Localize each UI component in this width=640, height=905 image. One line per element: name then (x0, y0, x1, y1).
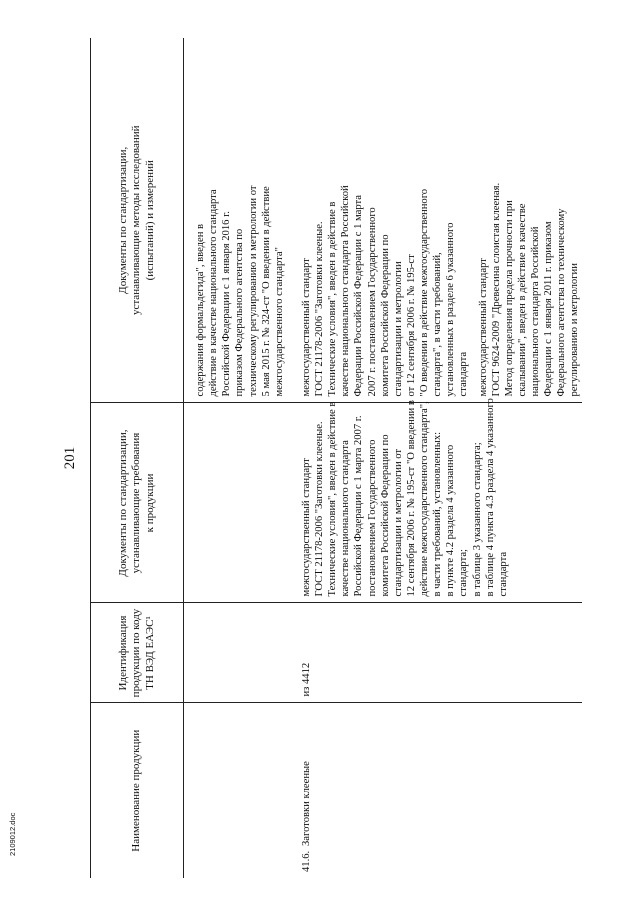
header-code-line: ТН ВЭД ЕАЭС¹ (143, 616, 156, 690)
header-code-line: продукции по коду (130, 608, 143, 698)
text-line: Российской Федерации с 1 января 2016 г. (221, 211, 233, 397)
text-line: ГОСТ 9624-2009 "Древесина слоистая клееная. (490, 182, 502, 397)
cell-empty (184, 703, 286, 878)
table-row (286, 38, 582, 878)
text-line: приказом Федерального агентства по (234, 228, 246, 397)
footer-document-code: 2109012.doc (8, 812, 17, 856)
text-line: Технические условия", введен в действие в (327, 201, 339, 397)
product-name: Заготовки клееные (300, 761, 312, 846)
header-code-line: Идентификация (117, 615, 130, 691)
cell-empty (184, 403, 286, 603)
text-line: содержания формальдегида", введен в (195, 223, 206, 397)
tn-ved-code: из 4412 (300, 662, 312, 697)
text-line: Российской Федерации с 1 марта 2007 г. (353, 415, 365, 597)
text-line: комитета Российской Федерации по (379, 234, 391, 397)
text-line: регулированию и метрологии (569, 263, 581, 397)
text-line: ГОСТ 21178-2006 "Заготовки клееные. (314, 221, 325, 397)
text-line: стандартизации и метрологии от (392, 448, 404, 597)
text-line: Технические условия", введен в действие в (327, 401, 339, 597)
text-line: "О введении в действие межгосударственного (419, 188, 430, 397)
text-line: комитета Российской Федерации по (379, 434, 391, 597)
text-line: стандартизации и метрологии (392, 261, 404, 397)
header-product: Наименование продукции (91, 703, 184, 878)
cell-requirements (286, 398, 582, 603)
text-line: действие межгосударственного стандарта", (419, 401, 430, 597)
header-methods-line: (испытаний) и измерений (143, 160, 156, 281)
header-methods-line: Документы по стандартизации, (117, 146, 130, 294)
text-line: Федерального агентства по техническому (556, 208, 568, 397)
text-line: техническому регулированию и метрологии от (247, 185, 259, 397)
header-req-line: устанавливающие требования (130, 432, 143, 574)
text-line: действие в качестве национального стандарта (208, 189, 220, 397)
text-line: стандарта (458, 351, 470, 397)
text-line: качестве национального стандарта (340, 440, 352, 597)
text-line: качестве национального стандарта Российской (340, 185, 352, 397)
text-line: ГОСТ 21178-2006 "Заготовки клееные. (314, 421, 325, 597)
text-line: в таблице 3 указанного стандарта; (471, 442, 483, 597)
text-line: стандарта", в части требований, (432, 252, 444, 397)
table-header-row (91, 38, 184, 878)
text-line: межгосударственный стандарт (300, 258, 312, 397)
text-line: в пункте 4.2 раздела 4 указанного (445, 444, 457, 597)
cell-code (286, 603, 582, 703)
text-line: национального стандарта Российской (530, 226, 541, 397)
header-req-line: к продукции (143, 473, 156, 533)
text-line: Метод определения предела прочности при (503, 200, 515, 397)
text-line: скалывании", введен в действие в качестве (516, 203, 528, 397)
cell-methods (286, 38, 582, 403)
text-line: в части требований, установленных: (432, 431, 444, 597)
text-line: межгосударственный стандарт (300, 458, 312, 597)
standards-table (90, 38, 582, 878)
header-methods-line: устанавливающие методы исследований (130, 125, 143, 316)
header-requirements (91, 403, 184, 603)
text-block (477, 44, 582, 397)
cell-empty (184, 603, 286, 703)
header-req-line: Документы по стандартизации, (117, 429, 130, 577)
text-line: межгосударственного стандарта" (273, 247, 285, 397)
header-code (91, 603, 184, 703)
cell-product (286, 703, 582, 878)
text-line: от 12 сентября 2006 г. № 195-ст (405, 254, 417, 397)
rotated-page (60, 38, 581, 878)
text-block (300, 398, 510, 597)
text-line: 2007 г. постановлением Государственного (366, 207, 378, 397)
text-line: 5 мая 2015 г. № 324-ст "О введении в действие (260, 186, 272, 397)
text-line: постановлением Государственного (366, 439, 378, 597)
text-line: стандарта; (458, 549, 470, 597)
text-block (194, 44, 286, 397)
text-line: 12 сентября 2006 г. № 195-ст "О введении в (405, 400, 417, 597)
page-number: 201 (62, 446, 78, 470)
text-line: Федерации Российской Федерации с 1 марта (353, 195, 365, 397)
table-row-continuation (184, 38, 286, 878)
text-line: установленных в разделе 6 указанного (445, 222, 457, 397)
text-line: Федерации с 1 января 2011 г. приказом (543, 221, 555, 397)
text-line: межгосударственный стандарт (477, 258, 489, 397)
row-number: 41.6. (300, 850, 312, 872)
text-line: стандарта (497, 551, 509, 597)
text-block (300, 44, 471, 397)
header-methods (91, 38, 184, 403)
cell-methods-continuation (184, 38, 286, 403)
text-line: в таблице 4 пункта 4.3 раздела 4 указанного (484, 398, 496, 597)
